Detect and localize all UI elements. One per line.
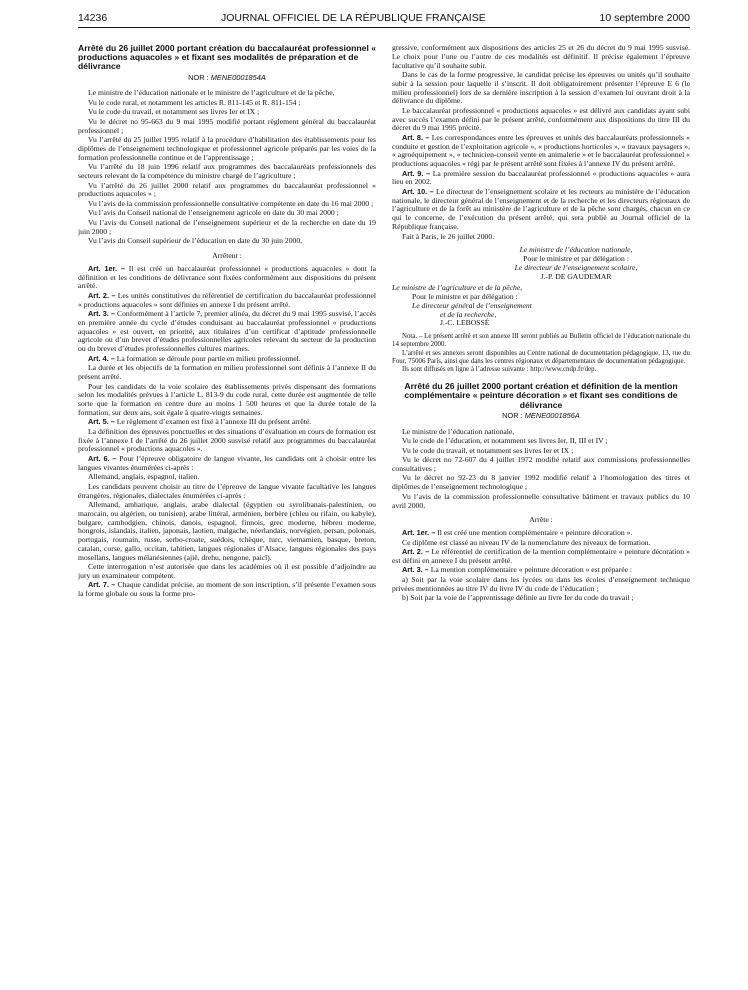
left-column: [78, 44, 376, 603]
article-label: Art. 7. –: [88, 580, 116, 590]
article-label: Art. 1er. –: [402, 528, 436, 537]
paragraph: Vu l’avis du Conseil national de l’enseignement supérieur et de la recherche en date du 19 juin 2000 ;: [78, 218, 376, 236]
article: [392, 170, 690, 188]
nor-code: MENE0001854A: [210, 72, 266, 82]
article-text: Le référentiel de certification de la mention complémentaire « peinture décoration » est défini en annexe I du présent arrêté.: [392, 547, 690, 565]
article-label: Art. 2. –: [402, 547, 430, 557]
page-number: 14236: [78, 12, 108, 24]
article-text: Les correspondances entre les épreuves et unités des baccalauréats professionnels « conduite et gestion de l’exploitation agricole », « productions horticoles », « travaux paysagers », « agroéquipement », « technicien-conseil vente en animalerie » et le baccalauréat professionnel « productions aquacoles » régi par le présent arrêté sont fixées à l’annexe IV du présent arrêté.: [392, 132, 691, 169]
signature-block-agriculture: [392, 284, 690, 328]
paragraph: Vu le code du travail, et notamment ses livres Ier et IX ;: [402, 445, 574, 455]
article-label: Art. 3. –: [88, 309, 115, 319]
article: [78, 581, 376, 599]
article-label: Art. 4. –: [88, 353, 115, 363]
signing-place-date: Fait à Paris, le 26 juillet 2000.: [402, 231, 495, 241]
nota-paragraph: L’arrêté et ses annexes seront disponibles au Centre national de documentation pédagogique, 13, rue du Four, 75006 Paris, ainsi que dans les centres régionaux et départementaux de documentation pédagogique.: [392, 349, 690, 365]
signatory-minister: Le ministre de l’agriculture et de la pêche,: [392, 283, 523, 293]
article: [392, 188, 690, 232]
signatory-name: J.-C. LEBOSSÉ: [440, 318, 490, 328]
paragraph: Vu le décret no 95-663 du 9 mai 1995 modifié portant règlement général du baccalauréat professionnel ;: [78, 117, 376, 135]
article-text: La première session du baccalauréat professionnel « productions aquacoles » aura lieu en 2002.: [392, 168, 690, 187]
article: [392, 548, 690, 566]
article-label: Art. 8. –: [402, 132, 430, 142]
paragraph: Vu le décret no 72-607 du 4 juillet 1972 modifié relatif aux commissions professionnelles consultatives ;: [392, 455, 690, 473]
article-label: Art. 2. –: [88, 290, 116, 300]
article: [78, 310, 376, 354]
article-text: Il est créé une mention complémentaire « peinture décoration ».: [437, 528, 633, 537]
paragraph: Vu l’arrêté du 25 juillet 1995 relatif à la procédure d’habilitation des établissements pour les diplômes de l’enseignement technologique et professionnel agricole préparés par les voies de la formation professionnelle continue et de l’apprentissage ;: [78, 135, 376, 162]
paragraph: Allemand, amharique, anglais, arabe dialectal (égyptien ou syrolibanais-palestinien, ou marocain, ou algérien, ou tunisien), arabe littéral, arménien, berbère (chleu ou rifain, ou kabyle), bulgare, cambodgien, chinois, danois, espagnol, finnois, grec moderne, hébreu moderne, hongrois, islandais, italien, japonais, laotien, malgache, néerlandais, norvégien, persan, polonais, portugais, roumain, russe, serbo-croate, suédois, tchèque, turc, vietnamien, basque, breton, catalan, corse, gallo, occitan, tahitien, langues régionales d’Alsace, langues régionales des pays mosellans, langues mélanésiennes (ajië, drehu, nengone, paicî).: [78, 500, 376, 562]
article-text: Conformément à l’article 7, premier alinéa, du décret du 9 mai 1995 susvisé, l’accès en première année du cycle d’études conduisant au baccalauréat professionnel « productions aquacoles » est ouvert, en priorité, aux titulaires d’un certificat d’aptitude professionnelle agricole ou d’un brevet d’études professionnelles agricoles relevant du secteur de la production ou du brevet d’études professionnelles cultures marines.: [78, 309, 376, 354]
nota-paragraph: Ils sont diffusés en ligne à l’adresse suivante : http://www.cndp.fr/dep.: [402, 366, 597, 374]
paragraph: Vu le code du travail, et notamment ses livres Ier et IX ;: [88, 107, 260, 117]
article-label: Art. 9. –: [402, 168, 431, 178]
article-text: La formation se déroule pour partie en milieu professionnel.: [116, 353, 301, 363]
article: [78, 292, 376, 310]
article-label: Art. 10. –: [402, 186, 434, 196]
paragraph: Le ministre de l’éducation nationale et le ministre de l’agriculture et de la pêche,: [88, 88, 335, 98]
signatory-role: Le directeur général de l’enseignement: [412, 300, 532, 310]
paragraph: Vu le code de l’éducation, et notamment ses livres Ier, II, III et IV ;: [402, 436, 608, 446]
nor-reference: [78, 74, 376, 83]
paragraph: Cette interrogation n’est autorisée que dans les académies où il est possible d’adjoindre au jury un examinateur compétent.: [78, 562, 376, 580]
article-label: Art. 5. –: [88, 417, 115, 427]
arretent-heading: Arrêtent :: [212, 251, 242, 261]
article-text: Le directeur de l’enseignement scolaire et les recteurs au ministère de l’éducation nationale, le directeur général de l’enseignement et de la recherche et les directeurs régionaux de l’agriculture et de la forêt au ministère de l’agriculture et de la pêche sont chargés, chacun en ce qui le concerne, de l’exécution du présent arrêté, qui sera publié au Journal officiel de la République française.: [392, 186, 690, 231]
article: [392, 134, 690, 169]
article-text: Pour l’épreuve obligatoire de langue vivante, les candidats ont à choisir entre les langues vivantes énumérées ci-après :: [78, 453, 376, 472]
arrete-heading: Arrête :: [529, 515, 553, 525]
right-column: [392, 44, 690, 603]
article-text: La mention complémentaire « peinture décoration » est préparée :: [430, 565, 633, 575]
decree-title: Arrêté du 26 juillet 2000 portant création et définition de la mention complémentaire « peinture décoration » et fixant ses conditions de délivrance: [404, 381, 678, 410]
article-text: Chaque candidat précise, au moment de son inscription, s’il présente l’examen sous la forme globale ou sous la forme pro-: [78, 580, 376, 599]
article-text: Les unités constitutives du référentiel de certification du baccalauréat professionnel « productions aquacoles » sont définies en annexe I du présent arrêté.: [78, 290, 376, 309]
nota-paragraph: Nota. – Le présent arrêté et son annexe III seront publiés au Bulletin officiel de l’éducation nationale du 14 septembre 2000.: [392, 333, 690, 348]
article-label: Art. 3. –: [402, 565, 429, 575]
paragraph: Dans le cas de la forme progressive, le candidat précise les épreuves ou unités qu’il souhaite subir à la session pour laquelle il s’inscrit. Il doit obligatoirement présenter l’épreuve E 6 (le milieu professionnel) lors de sa dernière inscription à la session d’examen lui ouvrant droit à la délivrance du diplôme.: [392, 70, 690, 106]
paragraph: Vu l’avis du Conseil national de l’enseignement agricole en date du 30 mai 2000 ;: [88, 208, 339, 218]
paragraph: Allemand, anglais, espagnol, italien.: [88, 472, 200, 482]
signature-block-education: [392, 246, 690, 281]
paragraph: Vu le décret no 92-23 du 8 janvier 1992 modifié relatif à l’homologation des titres et diplômes de l’enseignement technologique ;: [392, 473, 690, 492]
signatory-delegation: Pour le ministre et par délégation :: [523, 254, 629, 264]
paragraph: gressive, conformément aux dispositions des articles 25 et 26 du décret du 9 mai 1995 susvisé. Le choix pour l’une ou l’autre de ces modalités est définitif. Il précise également l’épreuve facultative qu’il souhaite subir.: [392, 43, 690, 70]
issue-date: 10 septembre 2000: [599, 12, 690, 24]
list-item: b) Soit par la voie de l’apprentissage définie au livre Ier du code du travail ;: [402, 593, 634, 603]
paragraph: Vu l’arrêté du 26 juillet 2000 relatif aux programmes du baccalauréat professionnel « productions aquacoles » ;: [78, 180, 376, 199]
decree-title: Arrêté du 26 juillet 2000 portant création du baccalauréat professionnel « productions aquacoles » et fixant ses modalités de préparation et de délivrance: [78, 43, 377, 72]
paragraph: Pour les candidats de la voie scolaire des établissements privés dispensant des formations selon les modalités prévues à l’article L. 813-9 du code rural, cette durée est augmentée de telle sorte que la formation en centre dure au moins 1 500 heures et que la durée totale de la formation, sur deux ans, soit égale à quatre-vingts semaines.: [78, 381, 376, 417]
paragraph: La durée et les objectifs de la formation en milieu professionnel sont définis à l’annexe II du présent arrêté.: [78, 363, 376, 382]
signatory-role: et de la recherche,: [440, 309, 497, 319]
page-header: [78, 12, 690, 28]
paragraph: Ce diplôme est classé au niveau IV de la nomenclature des niveaux de formation.: [402, 537, 651, 547]
paragraph: Le ministre de l’éducation nationale,: [402, 426, 515, 436]
paragraph: Les candidats peuvent choisir au titre de l’épreuve de langue vivante facultative les langues étrangères, régionales, dialectales énumérées ci-après :: [78, 481, 376, 500]
paragraph: Vu l’arrêté du 18 juin 1996 relatif aux programmes des baccalauréats professionnels des secteurs relevant de la compétence du ministre chargé de l’agriculture ;: [78, 162, 376, 181]
signatory-minister: Le ministre de l’éducation nationale,: [519, 245, 633, 255]
signatory-name: J.-P. DE GAUDEMAR: [540, 271, 612, 281]
article-label: Art. 1er. –: [88, 263, 125, 273]
article: [78, 265, 376, 291]
signatory-delegation: Pour le ministre et par délégation :: [412, 292, 518, 302]
paragraph: Vu l’avis de la commission professionnelle consultative compétente en date du 16 mai 2000 ;: [88, 198, 374, 208]
nor-label: NOR :: [188, 72, 209, 82]
article-label: Art. 6. –: [88, 453, 117, 463]
paragraph: Vu l’avis de la commission professionnelle consultative bâtiment et travaux publics du 10 avril 2000,: [392, 491, 690, 510]
paragraph: Le baccalauréat professionnel « productions aquacoles » est délivré aux candidats ayant subi avec succès l’examen défini par le présent arrêté, conformément aux dispositions du titre III du décret du 9 mai 1995 précité.: [392, 105, 690, 133]
signatory-role: Le directeur de l’enseignement scolaire,: [514, 262, 638, 272]
nor-code: MENE0001856A: [524, 410, 580, 420]
journal-title: JOURNAL OFFICIEL DE LA RÉPUBLIQUE FRANÇAISE: [221, 12, 486, 24]
article: [78, 455, 376, 473]
article: [78, 355, 376, 364]
paragraph: Vu l’avis du Conseil supérieur de l’éducation en date du 30 juin 2000,: [88, 236, 303, 246]
list-item: a) Soit par la voie scolaire dans les lycées ou dans les écoles d’enseignement technique privées mentionnées au titre IV du livre IV du code de l’éducation ;: [392, 574, 690, 593]
nor-label: NOR :: [502, 410, 523, 420]
nor-reference: [392, 412, 690, 421]
article: [392, 529, 690, 538]
article-text: Il est créé un baccalauréat professionnel « productions aquacoles » dont la définition et les conditions de délivrance sont fixées conformément aux dispositions du présent arrêté.: [78, 263, 376, 291]
article: [78, 418, 376, 427]
paragraph: Vu le code rural, et notamment les articles R. 811-145 et R. 811-154 ;: [88, 97, 301, 107]
paragraph: La définition des épreuves ponctuelles et des situations d’évaluation en cours de formation est fixée à l’annexe I de l’arrêté du 26 juillet 2000 susvisé relatif aux programmes du baccalauréat professionnel « productions aquacoles ».: [78, 426, 376, 454]
article: [392, 566, 690, 575]
article-text: Le règlement d’examen est fixé à l’annexe III du présent arrêté.: [116, 417, 312, 427]
